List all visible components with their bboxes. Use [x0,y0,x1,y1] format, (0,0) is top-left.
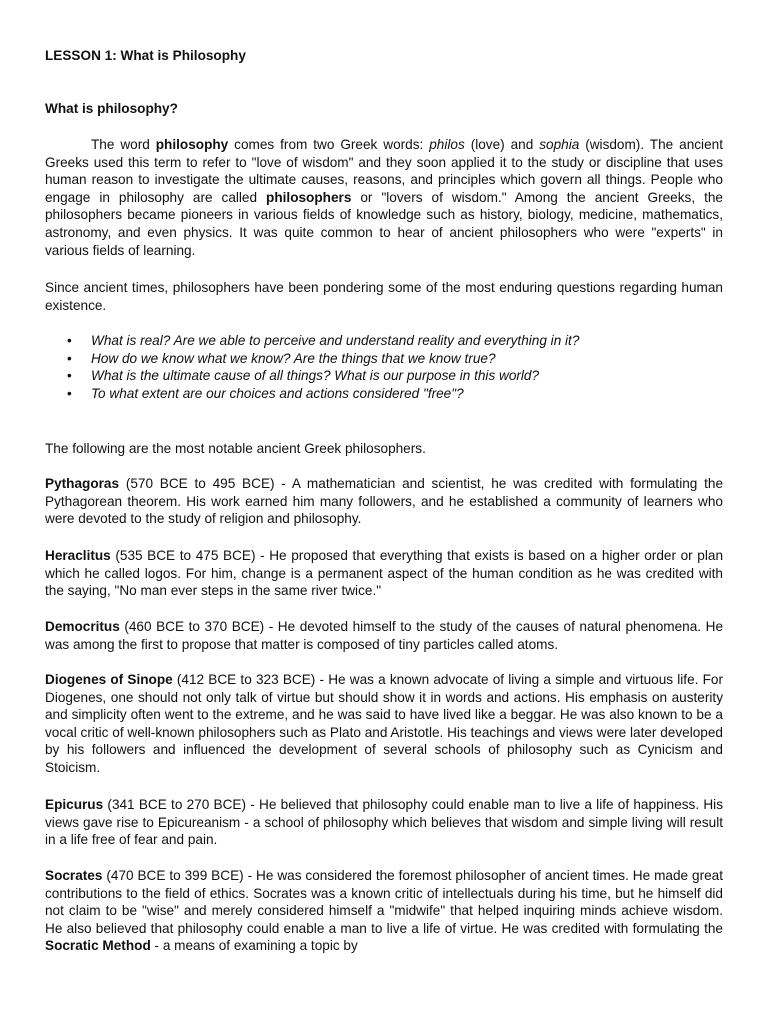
philosopher-entry: Heraclitus (535 BCE to 475 BCE) - He proposed that everything that exists is based on a higher order or plan which he called logos. For him, change is a permanent aspect of the human condition as he was credited with the saying, "No man ever steps in the same river twice." [45,548,723,599]
lesson-title: LESSON 1: What is Philosophy [45,48,246,63]
philosopher-entry: Diogenes of Sinope (412 BCE to 323 BCE) - He was a known advocate of living a simple and virtuous life. For Diogenes, one should not only talk of virtue but should show it in words and actions. His emphasis on austerity and simplicity often went to the extreme, and he was said to have lived like a beggar. He was also known to be a vocal critic of well-known philosophers such as Plato and Aristotle. His teachings and views were later developed by his followers and influenced the development of several schools of philosophy such as Cynicism and Stoicism. [45,672,724,775]
list-item: • How do we know what we know? Are the things that we know true? [67,350,717,368]
philosopher-name: Diogenes of Sinope [45,672,173,687]
philosopher-name: Pythagoras [45,476,120,491]
section-heading: What is philosophy? [45,101,178,116]
philosopher-entry: Epicurus (341 BCE to 270 BCE) - He believed that philosophy could enable man to live a life of happiness. His views gave rise to Epicureanism - a school of philosophy which believes that wisdom and simple living will result in a life free of fear and pain. [45,797,723,848]
philosopher-entry: Democritus (460 BCE to 370 BCE) - He devoted himself to the study of the causes of natural phenomena. He was among the first to propose that matter is composed of tiny particles called atoms. [45,619,723,652]
intro-paragraph: The word philosophy comes from two Greek words: philos (love) and sophia (wisdom). The ancient Greeks used this term to refer to "love of wisdom" and they soon applied it to the study or discipline that uses human reason to investigate the ultimate causes, reasons, and principles which govern all things. People who engage in philosophy are called philosophers or "lovers of wisdom." Among the ancient Greeks, the philosophers became pioneers in various fields of knowledge such as history, biology, medicine, mathematics, astronomy, and even physics. It was quite common to hear of ancient philosophers who were "experts" in various fields of learning. [45,137,723,258]
philosopher-name: Epicurus [45,797,104,812]
list-item: • To what extent are our choices and actions considered "free"? [67,385,717,403]
philosopher-entry: Pythagoras (570 BCE to 495 BCE) - A mathematician and scientist, he was credited with formulating the Pythagorean theorem. His work earned him many followers, and he established a community of learners who were devoted to the study of religion and philosophy. [45,476,723,527]
philosopher-entry: Socrates (470 BCE to 399 BCE) - He was considered the foremost philosopher of ancient times. He made great contributions to the field of ethics. Socrates was a known critic of intellectuals during his time, but he himself did not claim to be "wise" and merely considered himself a "midwife" that helped inquiring minds achieve wisdom. He also believed that philosophy could enable a man to live a life of virtue. He was credited with formulating the Socratic Method - a means of examining a topic by [45,868,723,954]
philosopher-name: Democritus [45,619,120,634]
questions-list [67,332,717,402]
philosopher-name: Heraclitus [45,548,111,563]
philosophers-intro: The following are the most notable ancient Greek philosophers. [45,441,426,456]
socratic-method-term: Socratic Method [45,938,151,954]
questions-intro: Since ancient times, philosophers have been pondering some of the most enduring questions regarding human existence. [45,280,723,313]
list-item: • What is the ultimate cause of all things? What is our purpose in this world? [67,367,717,385]
philosopher-name: Socrates [45,868,103,883]
list-item: • What is real? Are we able to perceive and understand reality and everything in it? [67,332,717,350]
